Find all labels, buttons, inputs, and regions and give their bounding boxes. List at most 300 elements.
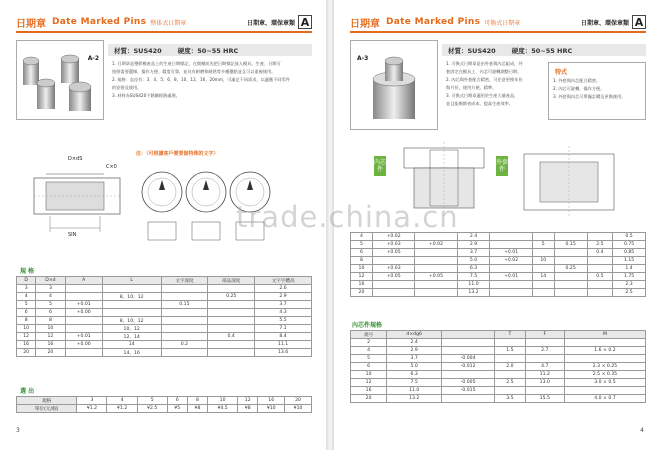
- table-cell: +0.03: [372, 241, 414, 249]
- header-category: 日期章、環保章類: [580, 19, 629, 27]
- table-cell: [564, 387, 645, 395]
- inner-core-table: [350, 330, 646, 403]
- size-cell: 6: [167, 397, 187, 405]
- features-title: 特式: [555, 69, 568, 76]
- table-cell: [208, 341, 255, 349]
- table-cell: 4: [351, 347, 387, 355]
- table-row: [351, 289, 646, 297]
- table-row: [351, 339, 646, 347]
- table-cell: [161, 293, 208, 301]
- table-cell: 1.6 × 0.2: [564, 347, 645, 355]
- table-cell: [525, 387, 564, 395]
- table-cell: 12: [36, 333, 65, 341]
- page-number: 4: [640, 427, 644, 434]
- table-cell: 8: [351, 257, 373, 265]
- table-cell: 1.5: [495, 347, 526, 355]
- header-en-title: Date Marked Pins: [52, 17, 147, 27]
- table-cell: 5: [36, 301, 65, 309]
- inner-table-header: [351, 331, 646, 339]
- table-cell: 8: [17, 317, 36, 325]
- table-cell: [65, 349, 102, 357]
- price-row: [17, 405, 312, 413]
- outer-sleeve-tag: 外套件: [496, 156, 508, 176]
- column-header: M: [564, 331, 645, 339]
- table-cell: [415, 281, 457, 289]
- table-cell: [161, 333, 208, 341]
- table-cell: 6.3: [387, 371, 442, 379]
- table-cell: 0.25: [208, 293, 255, 301]
- table-cell: [208, 309, 255, 317]
- table-cell: 5: [351, 241, 373, 249]
- table-cell: [65, 285, 102, 293]
- table-cell: 7.5: [457, 273, 490, 281]
- drawing-label: C×0: [106, 164, 117, 170]
- table-row: [351, 347, 646, 355]
- table-cell: 7.1: [255, 325, 312, 333]
- table-cell: +0.02: [372, 233, 414, 241]
- table-cell: -0.005: [442, 379, 495, 387]
- table-cell: 12: [351, 379, 387, 387]
- table-cell: [442, 371, 495, 379]
- table-row: [17, 309, 312, 317]
- price-cell: ¥1.2: [77, 405, 107, 413]
- table-row: [351, 371, 646, 379]
- table-cell: [102, 309, 161, 317]
- table-cell: 15.5: [525, 395, 564, 403]
- table-cell: 4: [36, 293, 65, 301]
- table-cell: [495, 371, 526, 379]
- table-cell: 20: [351, 289, 373, 297]
- table-row: [17, 325, 312, 333]
- note-line: 與月份，使用方便、精準。: [446, 85, 497, 90]
- table-cell: 16: [351, 281, 373, 289]
- table-cell: [532, 281, 554, 289]
- table-cell: 6.3: [457, 265, 490, 273]
- header-letter: A: [298, 15, 312, 29]
- table-cell: 6: [17, 309, 36, 317]
- table-cell: [372, 257, 414, 265]
- table-cell: 0.85: [613, 249, 646, 257]
- table-cell: [161, 317, 208, 325]
- table-cell: 13.2: [387, 395, 442, 403]
- header-subtitle: 整体式日期章: [150, 19, 187, 27]
- price-cell: ¥8: [187, 405, 207, 413]
- table-cell: 5: [17, 301, 36, 309]
- table-cell: 2.9: [457, 241, 490, 249]
- size-row: [17, 397, 312, 405]
- table-cell: [587, 257, 613, 265]
- table-cell: [495, 339, 526, 347]
- table-cell: [208, 325, 255, 333]
- table-row: [17, 341, 312, 349]
- table-cell: 1.15: [613, 257, 646, 265]
- table-cell: 11.2: [525, 371, 564, 379]
- table-cell: [587, 265, 613, 273]
- table-cell: 10: [351, 265, 373, 273]
- table-cell: 1.75: [613, 273, 646, 281]
- dimension-table: [350, 232, 646, 297]
- header-letter: A: [632, 15, 646, 29]
- sample-note: 注：（可根據客戶需要做特殊的文字）: [136, 151, 219, 157]
- table-cell: 8: [36, 317, 65, 325]
- table-cell: 12: [351, 273, 373, 281]
- column-header: F: [525, 331, 564, 339]
- table-cell: +0.05: [415, 273, 457, 281]
- table-cell: 5: [351, 355, 387, 363]
- table-row: [17, 317, 312, 325]
- table-cell: 12: [17, 333, 36, 341]
- table-cell: 0.25: [554, 265, 587, 273]
- table-cell: 10: [17, 325, 36, 333]
- material-bar: [442, 44, 646, 56]
- row-label: 規格: [17, 397, 77, 405]
- table-cell: +0.01: [65, 301, 102, 309]
- table-cell: [161, 285, 208, 293]
- table-cell: [564, 355, 645, 363]
- table-cell: +0.00: [65, 341, 102, 349]
- table-cell: 2.5 × 0.35: [564, 371, 645, 379]
- table-cell: [65, 293, 102, 301]
- column-header: 文字深度: [161, 277, 208, 285]
- note-line: 2. 內芯與外套配合精密，可任意更換年份: [446, 77, 523, 82]
- note-line: 套固定在模具上，內芯可旋轉調整日期。: [446, 69, 522, 74]
- note-line: 按照需要選擇，操作方便、精度可靠，並具有耐磨和耐熱等多種優點並且可以重複使用。: [112, 69, 276, 74]
- size-cell: 20: [285, 397, 312, 405]
- table-row: [351, 241, 646, 249]
- table-cell: [161, 309, 208, 317]
- column-header: A: [65, 277, 102, 285]
- table-cell: +0.02: [415, 241, 457, 249]
- drawing-label: SIN: [68, 232, 77, 238]
- size-cell: 8: [187, 397, 207, 405]
- description-notes: [446, 60, 546, 108]
- features-box: [548, 62, 646, 120]
- table-cell: 13.6: [255, 349, 312, 357]
- table-cell: 2.4: [387, 339, 442, 347]
- header-en-title: Date Marked Pins: [386, 17, 481, 27]
- column-header: D: [17, 277, 36, 285]
- table-cell: +0.05: [372, 273, 414, 281]
- table-cell: 11.0: [457, 281, 490, 289]
- table-cell: -0.015: [442, 387, 495, 395]
- price-cell: ¥8: [238, 405, 258, 413]
- price-cell: ¥2.5: [137, 405, 167, 413]
- table-row: [351, 249, 646, 257]
- table-cell: 0.15: [554, 241, 587, 249]
- table-cell: 2.5: [587, 241, 613, 249]
- price-table: [16, 396, 312, 413]
- table-cell: 2.0: [495, 363, 526, 371]
- table-cell: [495, 387, 526, 395]
- material-text: 材質：SUS420: [114, 46, 162, 55]
- table-cell: +0.01: [65, 333, 102, 341]
- product-photo-box: [350, 40, 438, 130]
- note-line: 1. 可換式日期章是由外套與內芯組成，外: [446, 61, 523, 66]
- description-notes: [112, 60, 314, 100]
- table-cell: [208, 301, 255, 309]
- table-cell: [208, 349, 255, 357]
- table-cell: 10: [351, 371, 387, 379]
- table-cell: [587, 289, 613, 297]
- price-cell: ¥1.2: [107, 405, 137, 413]
- table-row: [351, 363, 646, 371]
- table-cell: 4.0 × 0.7: [564, 395, 645, 403]
- table-row: [17, 301, 312, 309]
- table-cell: 13.2: [457, 289, 490, 297]
- table-cell: [65, 325, 102, 333]
- table-cell: 2.5: [613, 289, 646, 297]
- table-row: [351, 257, 646, 265]
- table-cell: 4: [17, 293, 36, 301]
- table-cell: [442, 339, 495, 347]
- table-cell: [415, 257, 457, 265]
- table-cell: 6: [36, 309, 65, 317]
- note-line: 的安裝及使用。: [112, 85, 142, 90]
- table-cell: [490, 281, 532, 289]
- table-cell: 5.0: [387, 363, 442, 371]
- drawing-label: D×dS: [68, 156, 83, 162]
- table-cell: 0.5: [613, 233, 646, 241]
- spec-section-title: 規 格: [20, 268, 35, 275]
- table-cell: 8.4: [255, 333, 312, 341]
- table-cell: 2.3: [613, 281, 646, 289]
- feature-line: 3. 外套與內芯可單獨訂購及更換使用。: [553, 94, 626, 99]
- column-header: L: [102, 277, 161, 285]
- table-cell: -0.004: [442, 355, 495, 363]
- hardness-text: 硬度：50~55 HRC: [511, 46, 573, 55]
- table-row: [351, 395, 646, 403]
- table-cell: 3: [36, 285, 65, 293]
- technical-drawing: [16, 140, 128, 250]
- column-header: 規号: [351, 331, 387, 339]
- inner-core-tag: 內芯件: [374, 156, 386, 176]
- table-cell: 14: [532, 273, 554, 281]
- table-cell: [554, 281, 587, 289]
- table-cell: 11.1: [255, 341, 312, 349]
- table-cell: [442, 347, 495, 355]
- table-cell: [161, 349, 208, 357]
- table-cell: 5.0: [457, 257, 490, 265]
- table-cell: [372, 289, 414, 297]
- table-cell: [564, 339, 645, 347]
- table-cell: [525, 355, 564, 363]
- table-cell: 8、10、12: [102, 317, 161, 325]
- product-code: A-3: [357, 55, 369, 62]
- table-cell: [442, 395, 495, 403]
- table-row: [17, 285, 312, 293]
- table-cell: 2.9: [255, 293, 312, 301]
- table-cell: 6: [351, 249, 373, 257]
- page-number: 3: [16, 427, 20, 434]
- table-cell: [490, 289, 532, 297]
- extra-section-title: 選 出: [20, 388, 35, 395]
- table-cell: 2.3 × 0.25: [564, 363, 645, 371]
- table-cell: 4.7: [525, 363, 564, 371]
- table-cell: 3: [17, 285, 36, 293]
- table-cell: 5.5: [255, 317, 312, 325]
- material-bar: [108, 44, 312, 56]
- table-row: [351, 379, 646, 387]
- watermark-text: trade.china.cn: [236, 200, 459, 234]
- table-cell: [554, 289, 587, 297]
- table-cell: -0.012: [442, 363, 495, 371]
- price-cell: ¥10: [258, 405, 285, 413]
- column-header: T: [495, 331, 526, 339]
- table-row: [351, 281, 646, 289]
- table-cell: 16: [17, 341, 36, 349]
- table-cell: 3.7: [457, 249, 490, 257]
- table-cell: [532, 249, 554, 257]
- table-cell: 0.4: [587, 249, 613, 257]
- left-header: [16, 14, 312, 30]
- table-cell: 16: [36, 341, 65, 349]
- table-cell: [532, 233, 554, 241]
- size-cell: 5: [137, 397, 167, 405]
- note-line: 2. 規格：直徑有：3、4、5、6、8、10、12、16、20mm，可滿足不同需求，以適應不同零件: [112, 77, 290, 82]
- table-cell: 16: [351, 387, 387, 395]
- table-cell: [532, 265, 554, 273]
- table-cell: 20: [36, 349, 65, 357]
- note-line: 3. 可換式日期章適用於生產大量產品，: [446, 93, 519, 98]
- table-cell: 10: [532, 257, 554, 265]
- table-cell: 5: [532, 241, 554, 249]
- table-cell: 2.4: [457, 233, 490, 241]
- column-header: [442, 331, 495, 339]
- table-cell: [102, 301, 161, 309]
- table-cell: 0.2: [161, 341, 208, 349]
- size-cell: 16: [258, 397, 285, 405]
- table-cell: [490, 265, 532, 273]
- table-cell: 3.7: [387, 355, 442, 363]
- table-cell: 14、16: [102, 349, 161, 357]
- table-row: [351, 265, 646, 273]
- table-cell: +0.01: [490, 273, 532, 281]
- product-code: A-2: [87, 55, 99, 62]
- table-cell: 13.0: [525, 379, 564, 387]
- size-cell: 10: [208, 397, 238, 405]
- table-cell: [415, 249, 457, 257]
- table-cell: [532, 289, 554, 297]
- table-cell: 4.3: [255, 309, 312, 317]
- product-photo-box: [16, 40, 104, 120]
- hardness-text: 硬度：50~55 HRC: [177, 46, 239, 55]
- table-cell: 0.5: [587, 273, 613, 281]
- table-row: [17, 349, 312, 357]
- features-list: [553, 77, 645, 101]
- note-line: 1. 日期章是塑膠模產品上的生產日期標記，在開模前先把日期標記放入模具，生產、日期可: [112, 61, 281, 66]
- table-cell: 6: [351, 363, 387, 371]
- size-cell: 12: [238, 397, 258, 405]
- table-cell: [415, 289, 457, 297]
- table-cell: 10: [36, 325, 65, 333]
- header-rule: [350, 31, 646, 33]
- table-cell: 20: [351, 395, 387, 403]
- header-cn-title: 日期章: [350, 18, 380, 30]
- spec-table: [16, 276, 312, 357]
- table-cell: [554, 257, 587, 265]
- header-cn-title: 日期章: [16, 18, 46, 30]
- table-cell: +0.05: [372, 249, 414, 257]
- column-header: D×d: [36, 277, 65, 285]
- table-cell: 1.4: [613, 265, 646, 273]
- table-row: [351, 387, 646, 395]
- table-cell: 20: [17, 349, 36, 357]
- table-cell: 7.5: [387, 379, 442, 387]
- spec-table-header: [17, 277, 312, 285]
- note-line: 3. 材料為SUS420不銹鋼經熱處理。: [112, 93, 180, 98]
- size-cell: 3: [77, 397, 107, 405]
- table-cell: 2.9: [387, 347, 442, 355]
- table-cell: +0.02: [490, 257, 532, 265]
- table-cell: [490, 233, 532, 241]
- table-cell: 0.4: [208, 333, 255, 341]
- feature-line: 1. 外套與內芯配合精密。: [553, 78, 601, 83]
- table-row: [351, 273, 646, 281]
- table-cell: [208, 317, 255, 325]
- table-cell: [161, 325, 208, 333]
- table-cell: 0.15: [161, 301, 208, 309]
- table-cell: 11.0: [387, 387, 442, 395]
- table-cell: +0.00: [65, 309, 102, 317]
- column-header: 文字字體高: [255, 277, 312, 285]
- table-cell: 4: [351, 233, 373, 241]
- feature-line: 2. 內芯可旋轉，操作方便。: [553, 86, 605, 91]
- price-cell: ¥4.5: [208, 405, 238, 413]
- table-row: [351, 355, 646, 363]
- table-cell: [208, 285, 255, 293]
- table-cell: +0.03: [372, 265, 414, 273]
- price-cell: ¥10: [285, 405, 312, 413]
- table-cell: 8、10、12: [102, 293, 161, 301]
- table-cell: 0.75: [613, 241, 646, 249]
- price-cell: ¥5: [167, 405, 187, 413]
- header-category: 日期章、環保章類: [246, 19, 295, 27]
- right-header: [350, 14, 646, 30]
- table-cell: [525, 339, 564, 347]
- table-cell: [65, 317, 102, 325]
- table-cell: [587, 233, 613, 241]
- table-cell: [554, 249, 587, 257]
- header-rule: [16, 31, 312, 33]
- table-cell: [495, 355, 526, 363]
- row-label: 單位(元/個): [17, 405, 77, 413]
- table-cell: +0.01: [490, 249, 532, 257]
- table-cell: 3.5: [495, 395, 526, 403]
- inner-section-title: 內芯件規格: [352, 322, 383, 329]
- table-cell: 2: [351, 339, 387, 347]
- table-cell: 2.5: [495, 379, 526, 387]
- column-header: 部品深度: [208, 277, 255, 285]
- table-cell: [415, 265, 457, 273]
- table-cell: [587, 281, 613, 289]
- note-line: 並且能夠節省成本，提高生產效率。: [446, 101, 514, 106]
- table-cell: [372, 281, 414, 289]
- table-cell: [554, 233, 587, 241]
- table-cell: [102, 285, 161, 293]
- table-cell: 2.6: [255, 285, 312, 293]
- material-text: 材質：SUS420: [448, 46, 496, 55]
- table-row: [17, 293, 312, 301]
- table-cell: 3.0 × 0.5: [564, 379, 645, 387]
- column-header: d×dg6: [387, 331, 442, 339]
- table-cell: 10、12: [102, 325, 161, 333]
- table-row: [17, 333, 312, 341]
- date-pins-photo: [17, 41, 103, 119]
- table-cell: 14: [102, 341, 161, 349]
- size-cell: 4: [107, 397, 137, 405]
- table-cell: 12、14: [102, 333, 161, 341]
- table-cell: 2.7: [525, 347, 564, 355]
